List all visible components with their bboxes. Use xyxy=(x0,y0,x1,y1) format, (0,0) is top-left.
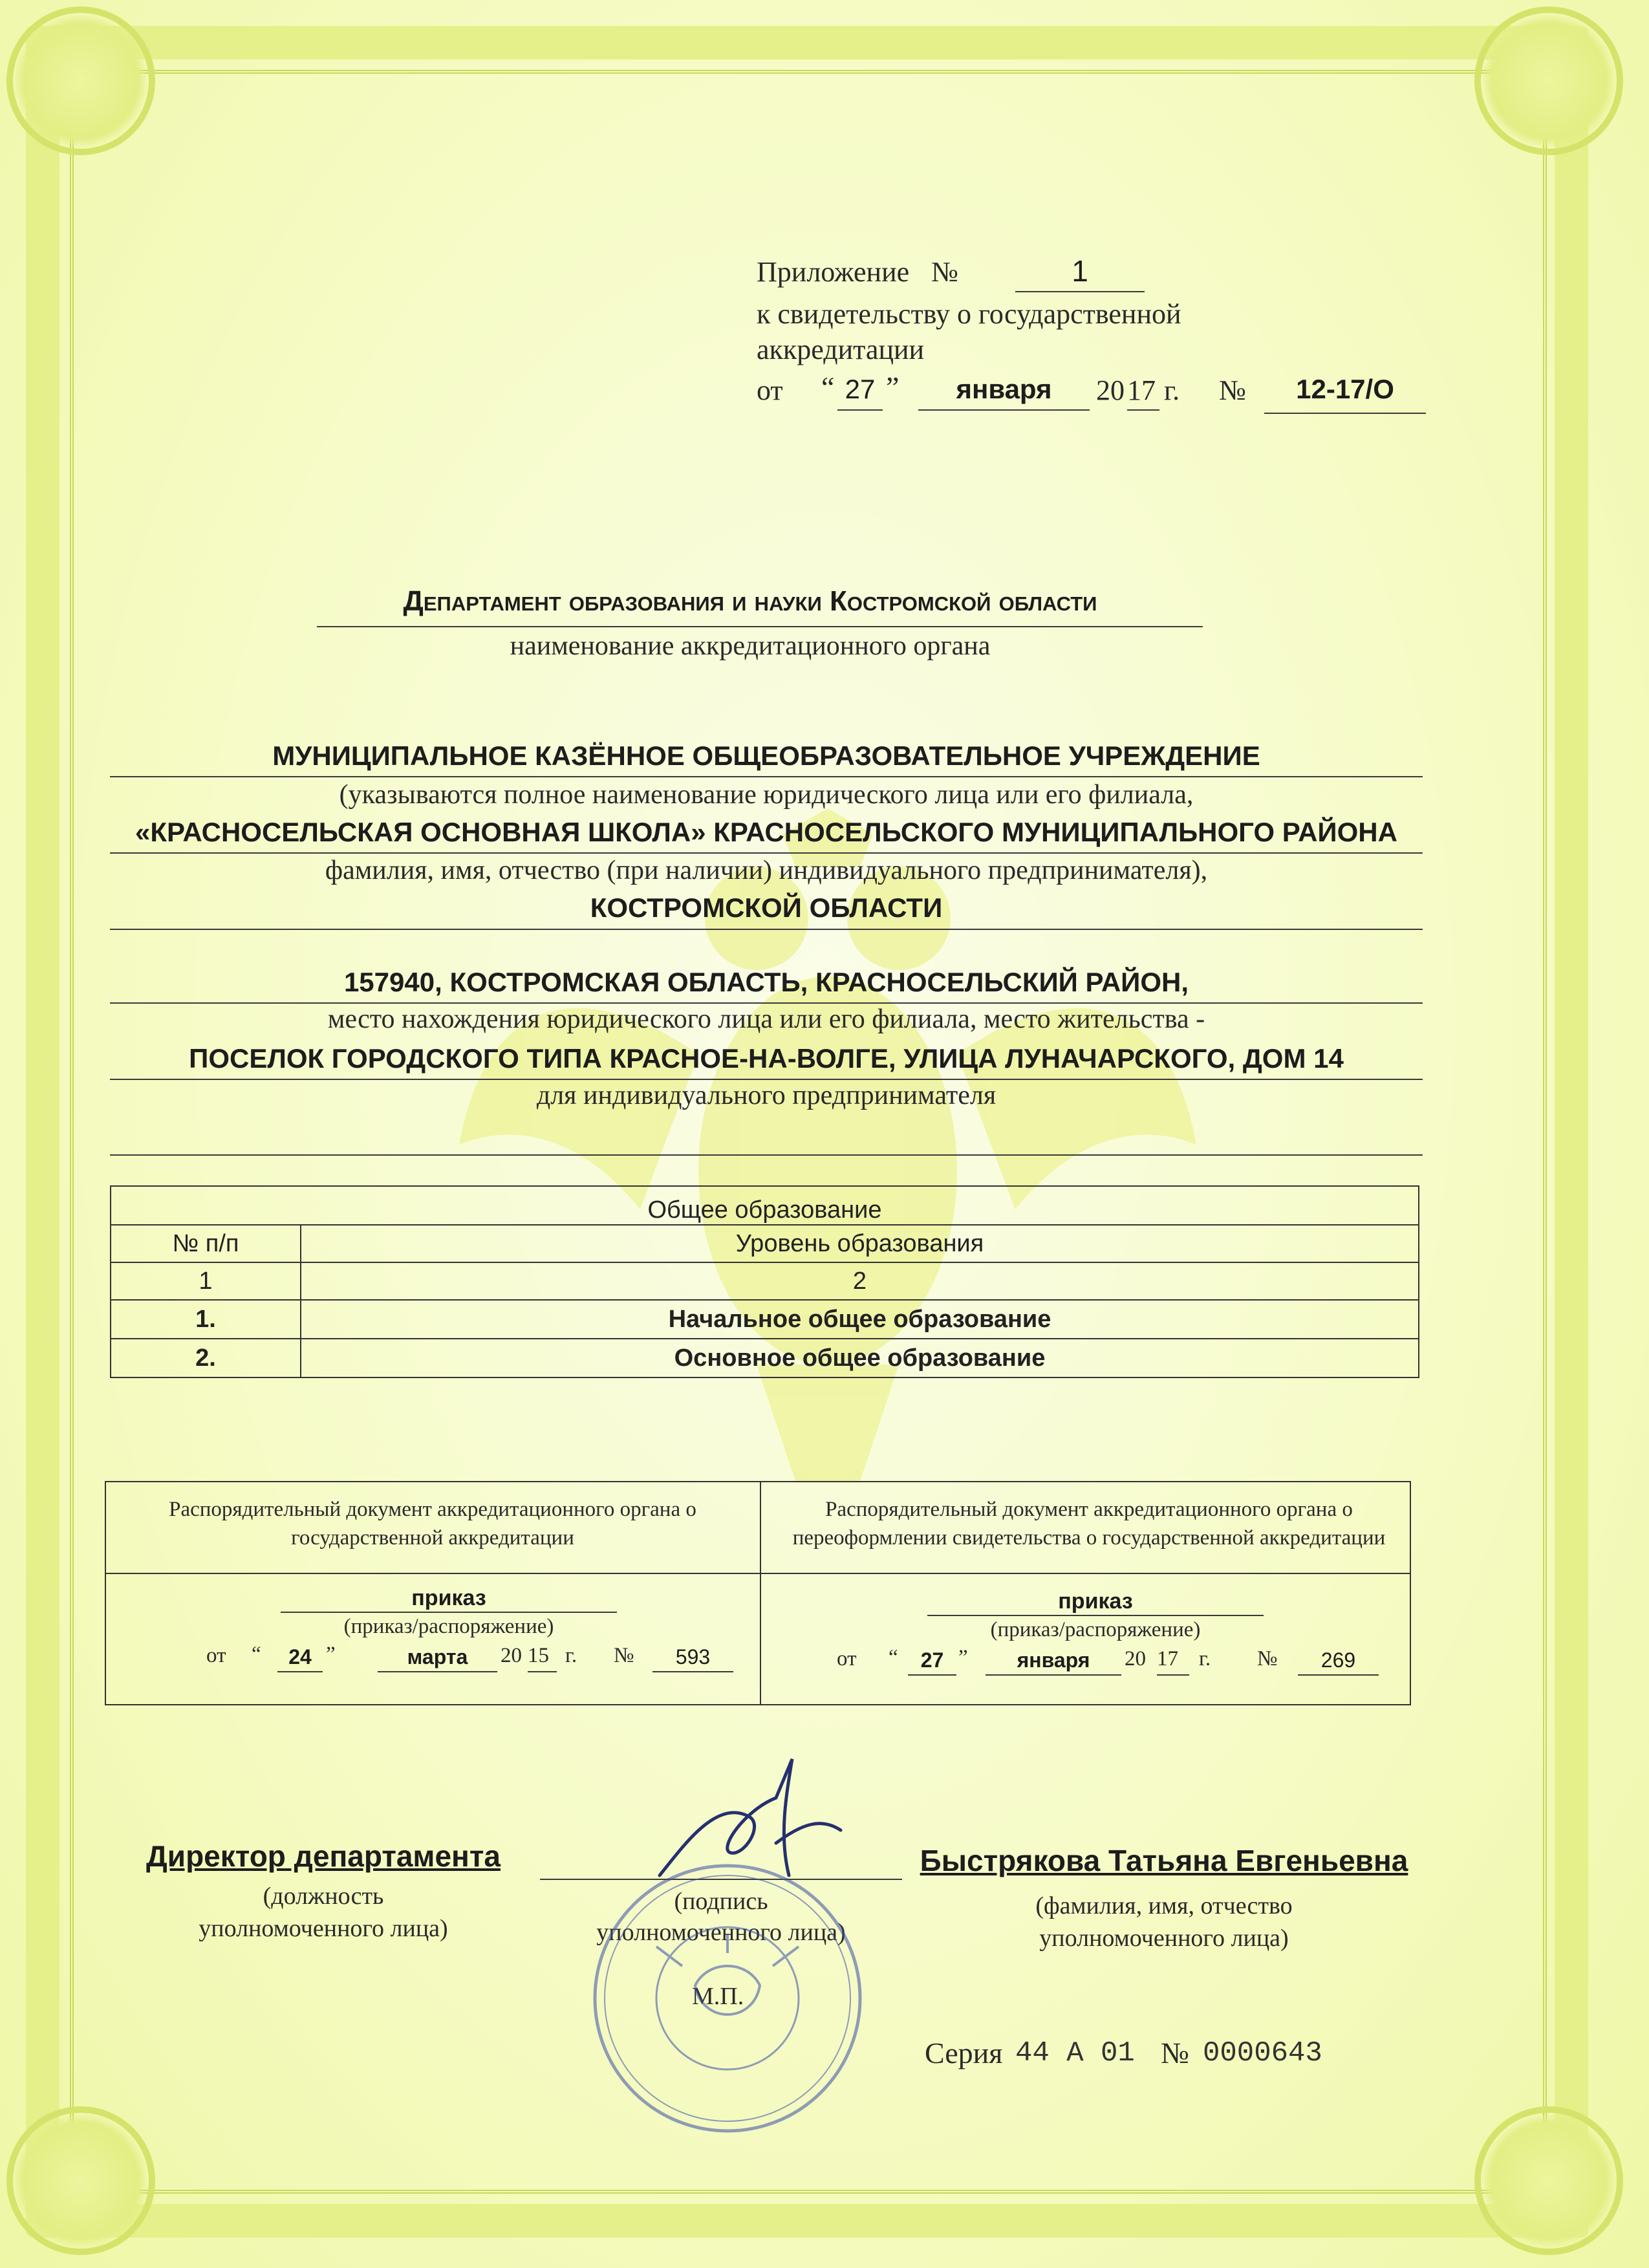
org-line2: «КРАСНОСЕЛЬСКАЯ ОСНОВНАЯ ШКОЛА» КРАСНОСЕЛЬСКОГО МУНИЦИПАЛЬНОГО РАЙОНА xyxy=(135,817,1397,847)
appendix-year-prefix: 20 xyxy=(1096,374,1125,406)
orders-right-year-prefix: 20 xyxy=(1125,1647,1146,1670)
table-row xyxy=(111,1300,1419,1339)
orders-right-doc-caption: (приказ/распоряжение) xyxy=(990,1618,1201,1641)
orders-left-num-sign: № xyxy=(614,1644,634,1667)
series-label: Серия xyxy=(925,2036,1003,2069)
position-caption2: уполномоченного лица) xyxy=(199,1915,448,1942)
appendix-line3: аккредитации xyxy=(757,334,925,365)
table-row xyxy=(111,1339,1419,1377)
orders-left-from: от xyxy=(206,1644,226,1667)
appendix-cert-num-sign: № xyxy=(1219,374,1246,406)
appendix-title: Приложение xyxy=(757,256,910,288)
appendix-day: 27 xyxy=(845,374,876,404)
orders-right-month: января xyxy=(1017,1648,1090,1672)
corner-ornament-icon xyxy=(6,6,155,155)
appendix-from: от xyxy=(757,374,783,406)
orders-left-doc-caption: (приказ/распоряжение) xyxy=(343,1615,554,1638)
position-caption1: (должность xyxy=(263,1883,384,1910)
name-caption2: уполномоченного лица) xyxy=(1039,1925,1289,1952)
orders-right-doc-type: приказ xyxy=(1058,1589,1133,1614)
signatory-position: Директор департамента xyxy=(146,1839,501,1873)
appendix-line2: к свидетельству о государственной xyxy=(757,298,1181,330)
orders-right-year-label: г. xyxy=(1199,1647,1211,1670)
orders-right-day: 27 xyxy=(920,1648,944,1672)
appendix-number: 1 xyxy=(1072,254,1088,288)
orders-right-num-sign: № xyxy=(1257,1647,1278,1670)
org-caption2: фамилия, имя, отчество (при наличии) индивидуального предпринимателя), xyxy=(325,856,1208,885)
series-number: 0000643 xyxy=(1203,2037,1322,2069)
orders-table: Распорядительный документ аккредитационного органа о государственной аккредитации приказ (приказ/распоряжение) от “ 24 ” марта 20 15 г. № 593 Распорядительный документ аккредитационного органа о переоформлении свидетельства о государственной аккредитации приказ (приказ/распоряжение) от “ 27 ” января 20 17 г. № 269 xyxy=(105,1481,1411,1705)
appendix-cert-number: 12-17/О xyxy=(1296,374,1394,404)
appendix-num-sign: № xyxy=(931,256,958,288)
orders-right-header: Распорядительный документ аккредитационного органа о переоформлении свидетельства о государственной аккредитации xyxy=(792,1498,1386,1550)
sign-caption1: (подпись xyxy=(674,1888,768,1915)
orders-left-number: 593 xyxy=(675,1645,711,1669)
education-table xyxy=(110,1185,1419,1378)
address-line2: ПОСЕЛОК ГОРОДСКОГО ТИПА КРАСНОЕ-НА-ВОЛГЕ, УЛИЦА ЛУНАЧАРСКОГО, ДОМ 14 xyxy=(189,1043,1344,1074)
certificate-page: Приложение № 1 к свидетельству о государственной аккредитации от “ 27 ” января 20 17 г. № 12-17/О Департамент образования и науки Костромской области наименование аккредитационного органа МУНИЦИПАЛЬНОЕ КАЗЁННОЕ ОБЩЕОБРАЗОВАТЕЛЬНОЕ УЧРЕЖДЕНИЕ (указываются полное наименование юридического лица или его филиала, «КРАСНОСЕЛЬСКАЯ ОСНОВНАЯ ШКОЛА» КРАСНОСЕЛЬСКОГО МУНИЦИПАЛЬНОГО РАЙОНА фамилия, имя, отчество (при наличии) индивидуального предпринимателя), КОСТРОМСКОЙ ОБЛАСТИ 157940, КОСТРОМСКАЯ ОБЛАСТЬ, КРАСНОСЕЛЬСКИЙ РАЙОН, место нахождения юридического лица или его филиала, место жительства - ПОСЕЛОК ГОРОДСКОГО ТИПА КРАСНОЕ-НА-ВОЛГЕ, УЛИЦА ЛУНАЧАРСКОГО, ДОМ 14 для индивидуального предпринимателя Общее образование № п/п Уровень образования 1 2 1. Начальное общее образование 2. Основное общее образование Распорядительный документ аккредитационного органа о государственной аккредитации приказ (приказ/распоряжение) от “ 24 ” марта 20 15 г. № 593 Распорядительный документ аккредитационного органа о переоформлении свидетельства о государственной аккредитации приказ (приказ/распоряжение) от “ 27 ” января 20 17 г. № 269 Директор департамента (должность уполномоченного лица) (подпись уполномоченного лица) Быстрякова Татьяна Евгеньевна (фамилия, имя, отчество уполномоченного лица) М.П. Серия 44 А 01 № 0000643 xyxy=(0,0,1649,2268)
signatory-name: Быстрякова Татьяна Евгеньевна xyxy=(920,1844,1408,1877)
appendix-month: января xyxy=(956,374,1052,404)
authority-caption: наименование аккредитационного органа xyxy=(510,631,991,661)
orders-left-day: 24 xyxy=(288,1645,312,1669)
address-caption2: для индивидуального предпринимателя xyxy=(536,1081,997,1110)
orders-left-doc-type: приказ xyxy=(411,1586,486,1610)
orders-right-year-suffix: 17 xyxy=(1157,1647,1178,1670)
orders-right-from: от xyxy=(837,1647,857,1670)
address-line1: 157940, КОСТРОМСКАЯ ОБЛАСТЬ, КРАСНОСЕЛЬСКИЙ РАЙОН, xyxy=(343,967,1189,997)
row-level: Начальное общее образование xyxy=(301,1300,1419,1339)
table-index-1: 1 xyxy=(111,1262,301,1300)
address-caption1: место нахождения юридического лица или его филиала, место жительства - xyxy=(327,1004,1205,1034)
row-num: 1. xyxy=(111,1300,301,1339)
orders-right-number: 269 xyxy=(1320,1648,1356,1672)
corner-ornament-icon xyxy=(6,2106,155,2255)
appendix-year-suffix: 17 xyxy=(1127,374,1156,406)
orders-left-year-label: г. xyxy=(565,1644,577,1667)
org-caption1: (указываются полное наименование юридического лица или его филиала, xyxy=(339,780,1194,810)
table-index-2: 2 xyxy=(301,1262,1419,1300)
series-num-sign: № xyxy=(1161,2036,1189,2069)
table-title: Общее образование xyxy=(111,1186,1419,1225)
appendix-number-line xyxy=(1015,291,1145,292)
series-code: 44 А 01 xyxy=(1015,2037,1135,2069)
authority-name: Департамент образования и науки Костромской области xyxy=(403,585,1097,617)
table-header-num: № п/п xyxy=(111,1225,301,1262)
orders-left-month: марта xyxy=(407,1645,468,1669)
orders-left-year-suffix: 15 xyxy=(528,1644,549,1667)
name-caption1: (фамилия, имя, отчество xyxy=(1035,1892,1293,1919)
handwritten-signature-icon xyxy=(647,1746,854,1914)
corner-ornament-icon xyxy=(1474,6,1623,155)
sign-caption2: уполномоченного лица) xyxy=(596,1919,846,1946)
org-line3: КОСТРОМСКОЙ ОБЛАСТИ xyxy=(590,892,943,923)
orders-left-year-prefix: 20 xyxy=(501,1644,522,1667)
table-header-level: Уровень образования xyxy=(301,1225,1419,1262)
org-line1: МУНИЦИПАЛЬНОЕ КАЗЁННОЕ ОБЩЕОБРАЗОВАТЕЛЬНОЕ УЧРЕЖДЕНИЕ xyxy=(272,740,1260,771)
row-level: Основное общее образование xyxy=(301,1339,1419,1377)
orders-left-header: Распорядительный документ аккредитационного органа о государственной аккредитации xyxy=(169,1498,696,1550)
appendix-year-label: г. xyxy=(1164,374,1180,406)
row-num: 2. xyxy=(111,1339,301,1377)
corner-ornament-icon xyxy=(1474,2106,1623,2255)
stamp-place-label: М.П. xyxy=(692,1983,744,2010)
